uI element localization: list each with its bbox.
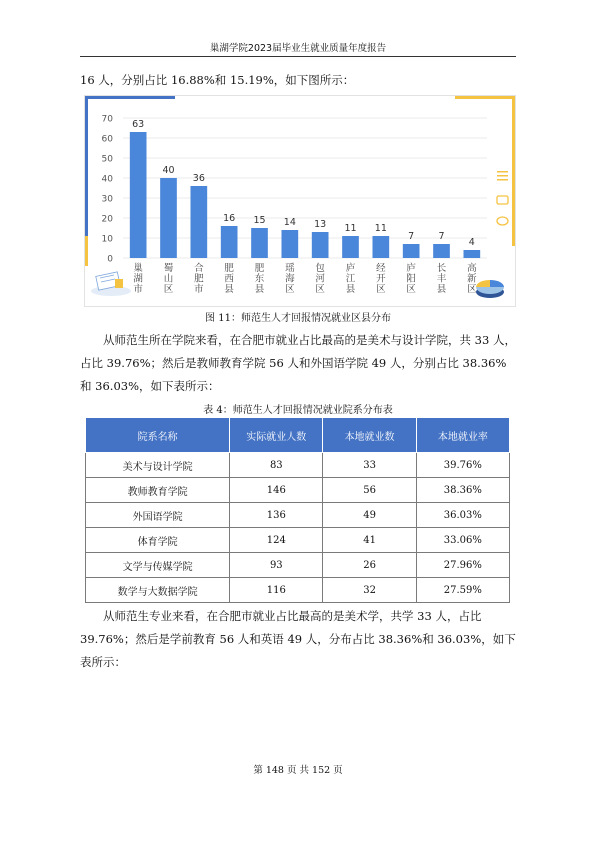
data-label: 14 [283, 217, 296, 228]
table-row [86, 578, 510, 603]
table-row [86, 453, 510, 478]
col-header-rate: 本地就业率 [416, 418, 509, 453]
page-footer: 第 148 页 共 152 页 [253, 765, 343, 776]
data-label: 40 [162, 165, 175, 176]
cell-college: 数学与大数据学院 [86, 578, 230, 603]
data-label: 15 [253, 215, 266, 226]
bar [403, 244, 420, 258]
cell-college: 体育学院 [86, 528, 230, 553]
figure-caption: 图 11：师范生人才回报情况就业区县分布 [205, 313, 391, 324]
bar [433, 244, 450, 258]
table-header-row [86, 418, 510, 453]
y-tick-label: 0 [107, 254, 113, 265]
col-header-local: 本地就业数 [323, 418, 416, 453]
x-tick-label: 巢湖市 [133, 263, 143, 295]
menu-lines-icon [497, 171, 508, 181]
table-row [86, 503, 510, 528]
cell-employed: 136 [230, 503, 323, 528]
data-label: 36 [192, 173, 205, 184]
data-label: 11 [344, 223, 357, 234]
y-tick-label: 10 [101, 234, 113, 245]
table-row [86, 528, 510, 553]
major-paragraph: 从师范生专业来看，在合肥市就业占比最高的是美术学，共学 33 人，占比 39.76%；然后是学前教育 56 人和英语 49 人，分布占比 38.36%和 36.03%，如下表所示： [80, 609, 516, 669]
cell-local: 41 [323, 528, 416, 553]
cell-employed: 124 [230, 528, 323, 553]
x-tick-label: 长丰县 [436, 263, 447, 295]
y-tick-label: 30 [101, 194, 113, 205]
cell-local: 33 [323, 453, 416, 478]
table-row [86, 553, 510, 578]
bar [251, 228, 268, 258]
cell-college: 教师教育学院 [86, 478, 230, 503]
cell-employed: 116 [230, 578, 323, 603]
cell-college: 外国语学院 [86, 503, 230, 528]
bar [372, 236, 389, 258]
cell-local: 26 [323, 553, 416, 578]
cell-rate: 27.59% [416, 578, 509, 603]
y-tick-label: 70 [101, 114, 113, 125]
ring-icon [497, 217, 508, 225]
bar [130, 132, 147, 258]
chart-svg [85, 96, 515, 306]
bar [190, 186, 207, 258]
cell-rate: 27.96% [416, 553, 509, 578]
data-label: 63 [132, 119, 145, 130]
frame-accent-top-right [455, 96, 515, 99]
col-header-employed: 实际就业人数 [230, 418, 323, 453]
col-header-college: 院系名称 [86, 418, 230, 453]
bar [342, 236, 359, 258]
x-tick-label: 庐江县 [345, 263, 356, 295]
bar-chart [84, 95, 516, 307]
bar [463, 250, 480, 258]
cell-rate: 39.76% [416, 453, 509, 478]
table-row [86, 478, 510, 503]
cell-college: 文学与传媒学院 [86, 553, 230, 578]
card-icon [497, 196, 508, 204]
data-label: 16 [223, 213, 236, 224]
x-tick-label: 庐阳区 [406, 263, 416, 295]
y-tick-label: 20 [101, 214, 113, 225]
data-label: 13 [314, 219, 327, 230]
bar [160, 178, 177, 258]
x-tick-label: 瑶海区 [285, 263, 295, 295]
cell-employed: 146 [230, 478, 323, 503]
cell-rate: 36.03% [416, 503, 509, 528]
frame-accent-top-left [85, 96, 175, 99]
x-tick-label: 肥西县 [224, 263, 234, 295]
cell-local: 56 [323, 478, 416, 503]
pie-illustration-icon [476, 280, 504, 298]
bar [281, 230, 298, 258]
college-distribution-table [85, 417, 510, 603]
y-tick-label: 50 [101, 154, 113, 165]
table-caption: 表 4：师范生人才回报情况就业院系分布表 [203, 405, 393, 416]
data-label: 7 [408, 231, 415, 242]
cell-employed: 83 [230, 453, 323, 478]
intro-paragraph: 16 人，分别占比 16.88%和 15.19%，如下图所示： [80, 73, 355, 87]
data-label: 4 [468, 237, 475, 248]
cell-rate: 38.36% [416, 478, 509, 503]
document-illustration-icon [91, 272, 131, 296]
cell-college: 美术与设计学院 [86, 453, 230, 478]
y-tick-label: 40 [101, 174, 113, 185]
bar [221, 226, 238, 258]
college-paragraph: 从师范生所在学院来看，在合肥市就业占比最高的是美术与设计学院，共 33 人，占比 39.76%；然后是教师教育学院 56 人和外国语学院 49 人，分别占比 38.36%和 36.03%，如下表所示： [80, 333, 516, 393]
x-tick-label: 经开区 [376, 263, 386, 295]
cell-rate: 33.06% [416, 528, 509, 553]
data-label: 11 [374, 223, 387, 234]
x-tick-label: 高新区 [467, 263, 477, 295]
cell-employed: 93 [230, 553, 323, 578]
x-tick-label: 包河区 [315, 263, 325, 295]
page-header: 巢湖学院2023届毕业生就业质量年度报告 [209, 43, 387, 54]
frame-accent-left-yellow [85, 236, 88, 266]
x-tick-label: 肥东县 [254, 263, 265, 295]
bar [312, 232, 329, 258]
x-tick-label: 蜀山区 [163, 263, 174, 295]
data-label: 7 [438, 231, 445, 242]
frame-accent-right [512, 96, 515, 246]
cell-local: 49 [323, 503, 416, 528]
header-rule [80, 56, 516, 57]
x-tick-label: 合肥市 [194, 263, 204, 295]
y-tick-label: 60 [101, 134, 113, 145]
cell-local: 32 [323, 578, 416, 603]
frame-accent-left [85, 96, 88, 236]
